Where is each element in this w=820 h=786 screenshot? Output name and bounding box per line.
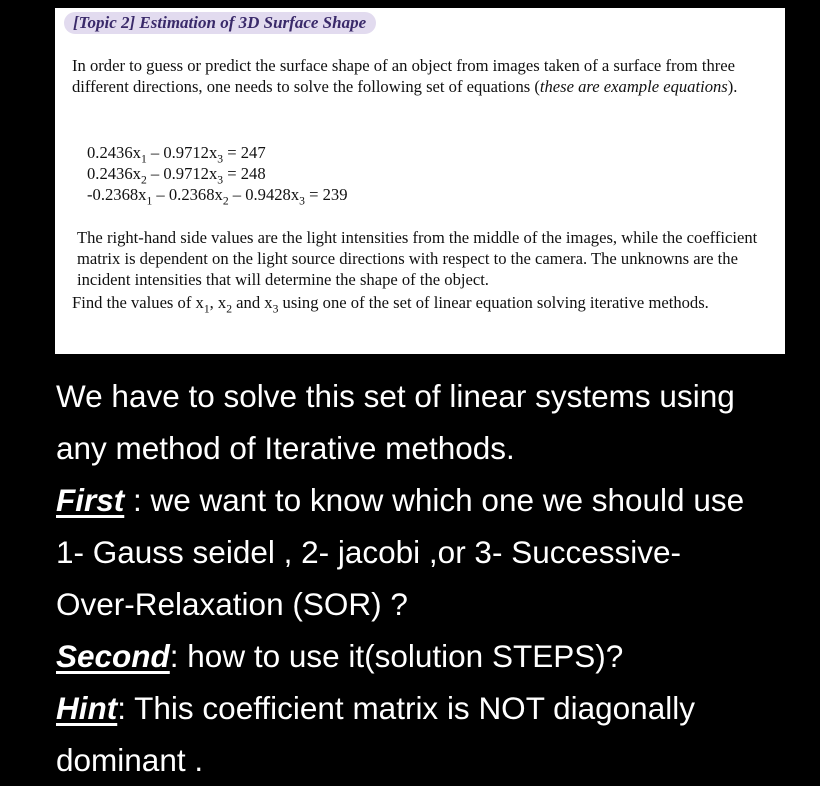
- eq2-sub1: 2: [140, 173, 147, 187]
- eq1-rhs: = 247: [223, 143, 266, 162]
- question-line-2: any method of Iterative methods.: [56, 430, 515, 466]
- second-text: : how to use it(solution STEPS)?: [169, 638, 624, 674]
- question-line-8: dominant .: [56, 742, 204, 778]
- problem-document: [55, 8, 785, 354]
- question-hint: [56, 682, 796, 734]
- eq1-sub1: 1: [140, 152, 147, 166]
- eq2-term2: – 0.9712x: [146, 164, 218, 183]
- find-sub2: 2: [226, 302, 233, 316]
- first-label: First: [56, 482, 125, 518]
- find-suffix: using one of the set of linear equation solving iterative methods.: [278, 293, 709, 312]
- hint-text: : This coefficient matrix is NOT diagonally: [117, 690, 695, 726]
- equation-3: [87, 184, 348, 208]
- question-line-1: We have to solve this set of linear systems using: [56, 378, 735, 414]
- question-first: [56, 474, 796, 526]
- question-line-4: 1- Gauss seidel , 2- jacobi ,or 3- Successive-: [56, 534, 682, 570]
- question-second: [56, 630, 796, 682]
- intro-end: ).: [727, 77, 738, 96]
- second-label: Second: [56, 638, 170, 674]
- equation-1: [87, 142, 348, 166]
- find-mid2: and x: [232, 293, 273, 312]
- eq3-term2: – 0.2368x: [152, 185, 223, 204]
- eq3-term3: – 0.9428x: [228, 185, 300, 204]
- question-line-5: Over-Relaxation (SOR) ?: [56, 586, 408, 622]
- intro-italic: these are example equations: [539, 77, 728, 96]
- eq3-sub2: 2: [222, 194, 229, 208]
- eq2-sub2: 3: [217, 173, 224, 187]
- eq3-sub1: 1: [146, 194, 153, 208]
- hint-label: Hint: [56, 690, 118, 726]
- explain-paragraph: The right-hand side values are the light intensities from the middle of the images, while the coefficient matrix is dependent on the light source directions with respect to the camera. The unknowns are the incident intensities that will determine the shape of the object.: [77, 228, 758, 289]
- equation-2: [87, 163, 348, 187]
- intro-text: In order to guess or predict the surface shape of an object from images taken of a surface from three different directions, one needs to solve the following set of equations (: [72, 56, 736, 96]
- eq1-term1: 0.2436x: [87, 143, 141, 162]
- equation-system: [87, 142, 348, 208]
- find-sub3: 3: [272, 302, 279, 316]
- eq2-term1: 0.2436x: [87, 164, 141, 183]
- eq1-sub2: 3: [217, 152, 224, 166]
- eq3-term1: -0.2368x: [87, 185, 147, 204]
- topic-title: [Topic 2] Estimation of 3D Surface Shape: [64, 12, 376, 34]
- find-paragraph: [72, 292, 768, 316]
- find-sub1: 1: [203, 302, 210, 316]
- first-text: : we want to know which one we should use: [124, 482, 745, 518]
- find-mid1: , x: [209, 293, 227, 312]
- intro-paragraph: [72, 55, 768, 97]
- question-text: [56, 370, 796, 786]
- eq3-rhs: = 239: [304, 185, 348, 204]
- find-prefix: Find the values of x: [72, 293, 204, 312]
- eq3-sub3: 3: [299, 194, 305, 208]
- eq2-rhs: = 248: [223, 164, 266, 183]
- eq1-term2: – 0.9712x: [146, 143, 218, 162]
